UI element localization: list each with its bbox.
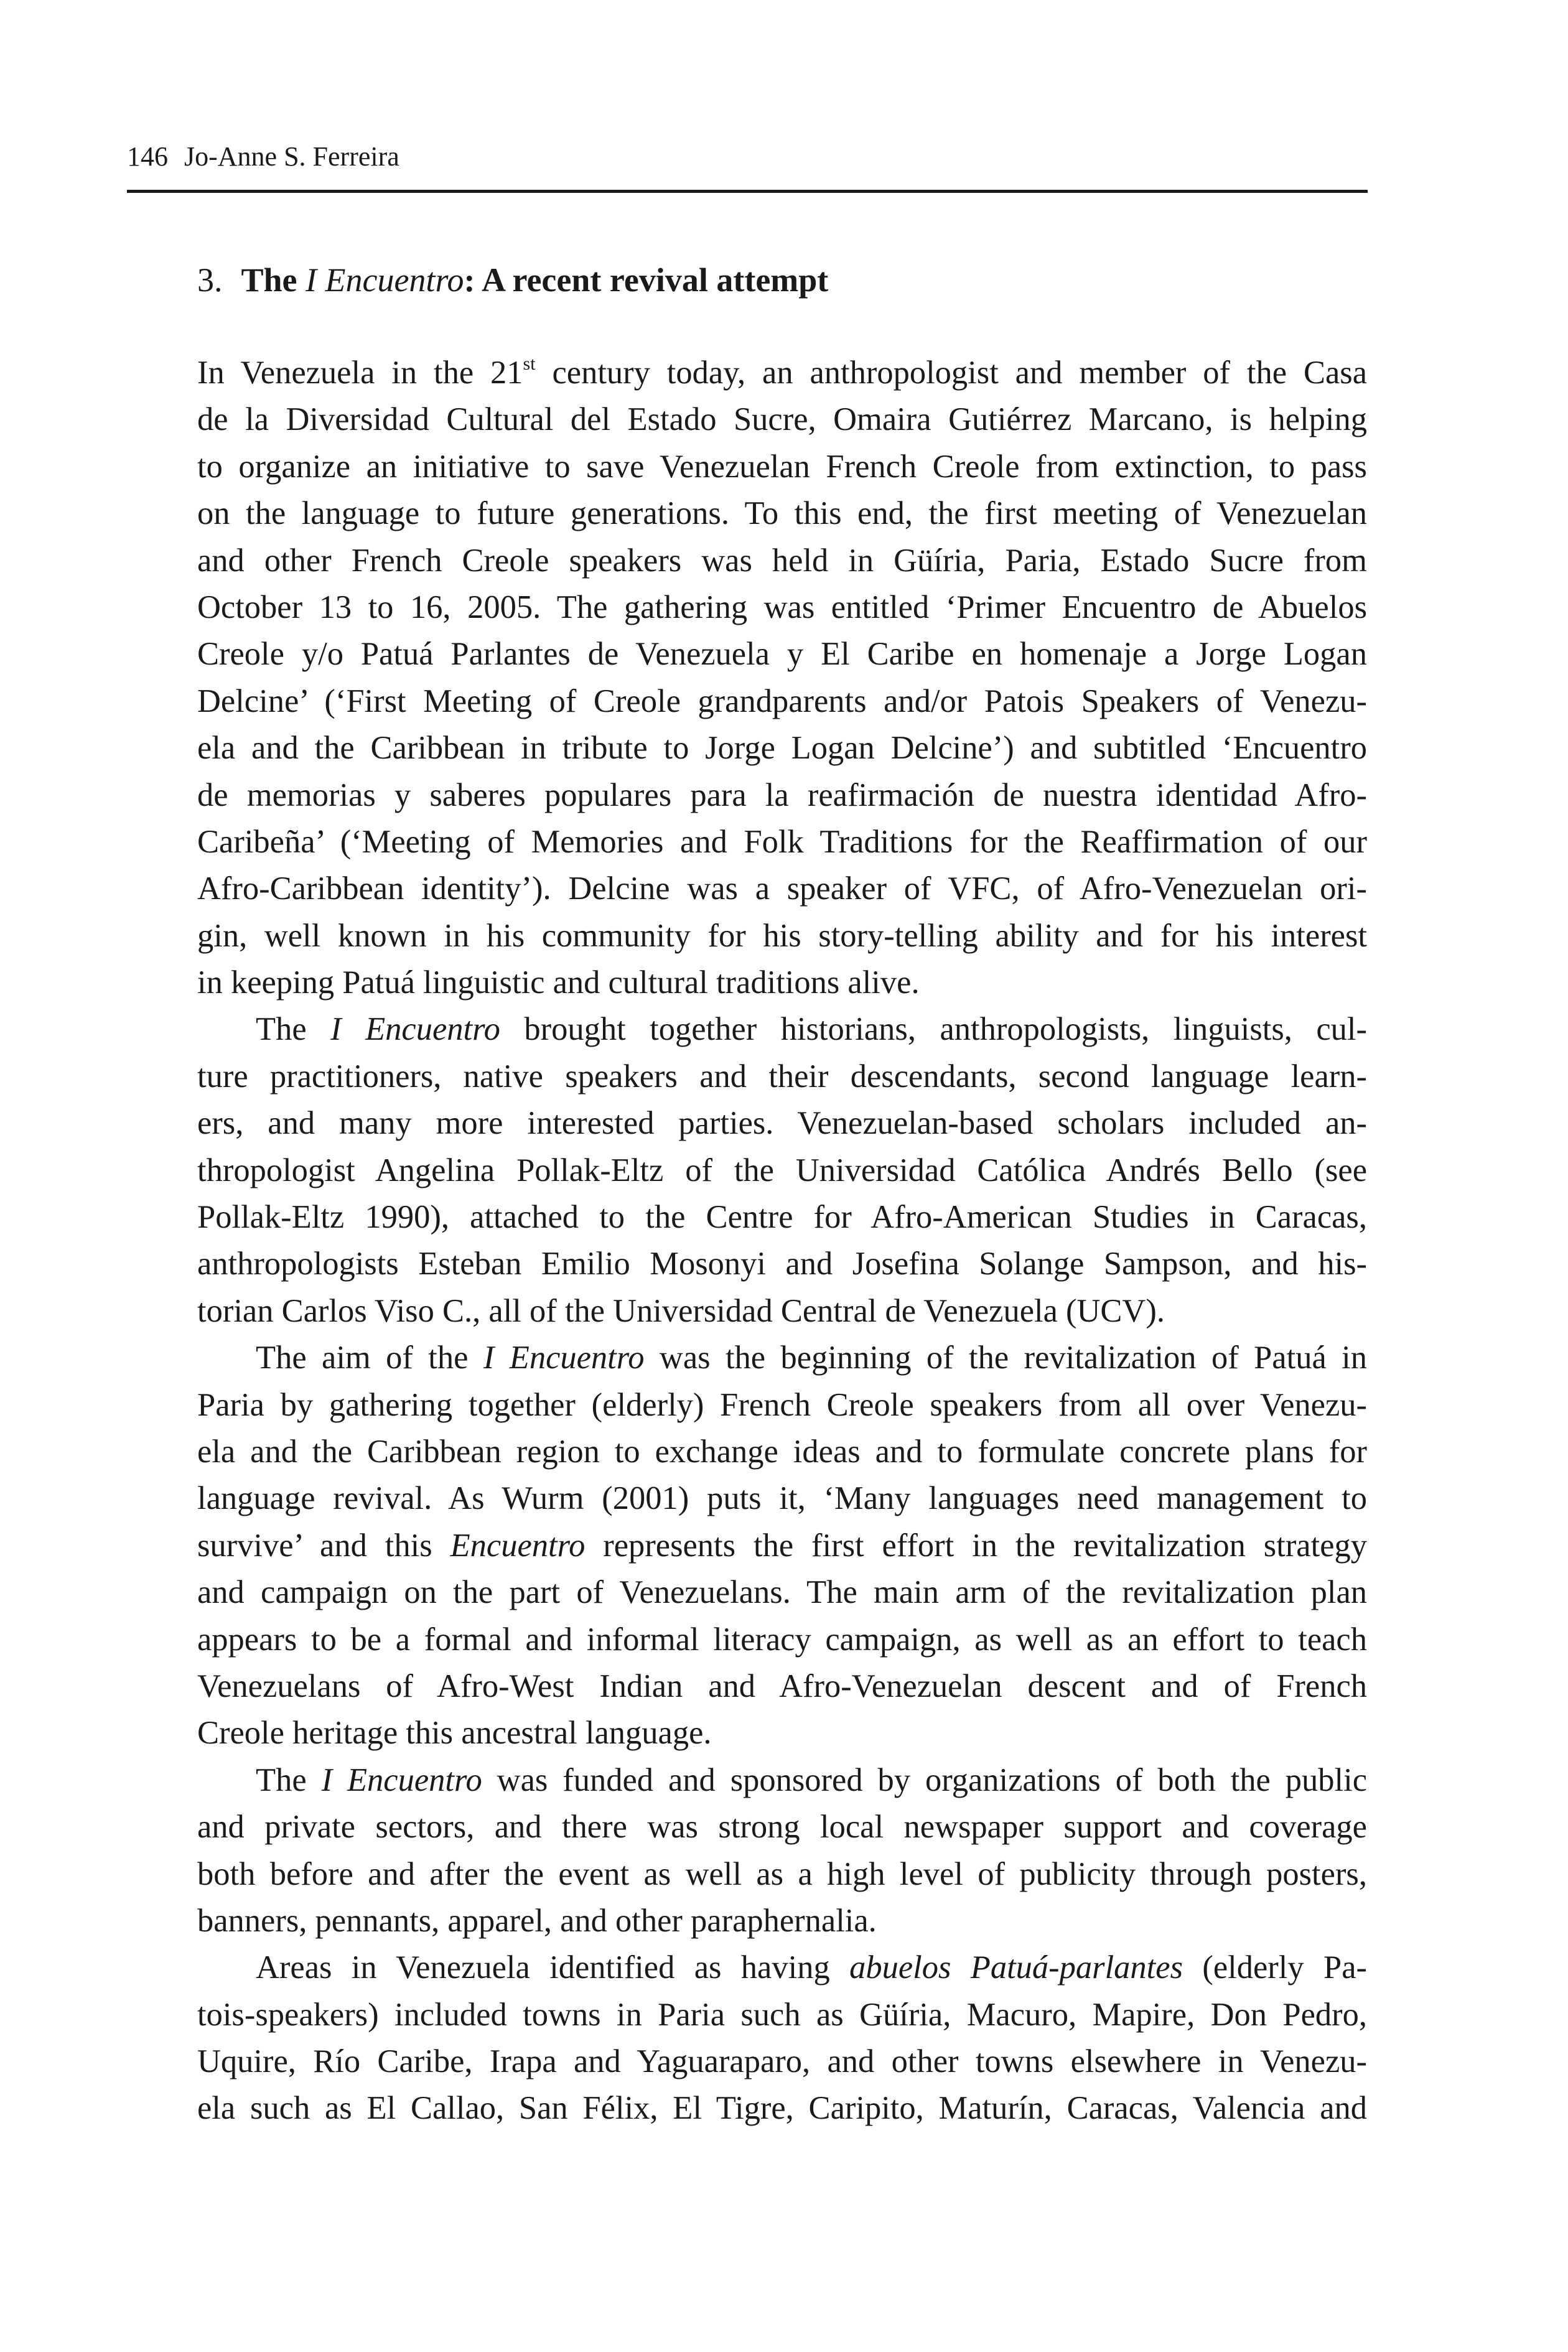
- text-segment: both before and after the event as well as a high level of publicity through posters,: [197, 1855, 1367, 1892]
- text-line: [197, 1147, 1367, 1194]
- text-segment: ela and the Caribbean region to exchange ideas and to formulate concrete plans for: [197, 1433, 1367, 1470]
- text-segment: Caribeña’ (‘Meeting of Memories and Folk Traditions for the Reaffirmation of our: [197, 823, 1367, 860]
- text-line: [197, 678, 1367, 725]
- text-line: [197, 490, 1367, 537]
- text-segment: torian Carlos Viso C., all of the Universidad Central de Venezuela (UCV).: [197, 1292, 1165, 1329]
- text-line: [197, 631, 1367, 678]
- page-number: 146: [127, 141, 168, 172]
- text-line: [197, 2085, 1367, 2132]
- text-line: [197, 913, 1367, 959]
- superscript: st: [523, 353, 536, 374]
- text-segment: gin, well known in his community for his story-telling ability and for his interest: [197, 917, 1367, 954]
- text-segment: In Venezuela in the 21: [197, 355, 523, 391]
- text-segment: survive’ and this: [197, 1527, 450, 1564]
- text-line: [197, 1382, 1367, 1429]
- text-line: [197, 725, 1367, 772]
- text-line: [197, 2038, 1367, 2085]
- body-text: [197, 350, 1367, 2132]
- text-segment: The: [256, 1011, 331, 1048]
- text-line: [197, 396, 1367, 443]
- section-title-pre: The: [241, 261, 306, 299]
- text-segment: century today, an anthropologist and member of the Casa: [535, 355, 1368, 391]
- text-segment: Afro-Caribbean identity’). Delcine was a speaker of VFC, of Afro-Venezuelan ori-: [197, 870, 1367, 907]
- text-line: [197, 1288, 1367, 1335]
- text-line: [197, 1569, 1367, 1616]
- text-line: [197, 866, 1367, 912]
- text-line: [197, 1475, 1367, 1522]
- text-segment: Delcine’ (‘First Meeting of Creole grandparents and/or Patois Speakers of Venezu-: [197, 683, 1367, 719]
- text-segment: ture practitioners, native speakers and their descendants, second language learn-: [197, 1058, 1367, 1094]
- italic-term: I Encuentro: [483, 1340, 645, 1376]
- text-line: [197, 584, 1367, 631]
- text-line: [197, 1429, 1367, 1475]
- text-segment: brought together historians, anthropologists, linguists, cul-: [500, 1011, 1368, 1048]
- text-segment: The: [256, 1762, 322, 1798]
- text-line: [197, 1757, 1367, 1804]
- text-line: [197, 1053, 1367, 1100]
- text-segment: de memorias y saberes populares para la reafirmación de nuestra identidad Afro-: [197, 777, 1367, 813]
- text-line: [197, 1710, 1367, 1757]
- text-segment: represents the first effort in the revitalization strategy: [585, 1527, 1368, 1564]
- text-line: [197, 1663, 1367, 1710]
- text-segment: was funded and sponsored by organizations of both the public: [482, 1762, 1367, 1798]
- text-line: [197, 959, 1367, 1006]
- text-line: [197, 1992, 1367, 2038]
- section-title-post: : A recent revival attempt: [464, 261, 829, 299]
- text-segment: on the language to future generations. To this end, the first meeting of Venezuelan: [197, 495, 1367, 532]
- text-segment: and other French Creole speakers was held in Güíria, Paria, Estado Sucre from: [197, 542, 1367, 579]
- header-rule: [127, 190, 1368, 193]
- text-segment: anthropologists Esteban Emilio Mosonyi and Josefina Solange Sampson, and his-: [197, 1246, 1367, 1282]
- text-segment: ela such as El Callao, San Félix, El Tigre, Caripito, Maturín, Caracas, Valencia and: [197, 2090, 1367, 2127]
- text-segment: language revival. As Wurm (2001) puts it, ‘Many languages need management to: [197, 1480, 1367, 1517]
- text-line: [197, 350, 1367, 396]
- text-segment: ela and the Caribbean in tribute to Jorge Logan Delcine’) and subtitled ‘Encuentro: [197, 730, 1367, 767]
- text-segment: appears to be a formal and informal literacy campaign, as well as an effort to teach: [197, 1621, 1367, 1658]
- text-segment: Paria by gathering together (elderly) French Creole speakers from all over Venezu-: [197, 1386, 1367, 1423]
- text-line: [197, 819, 1367, 866]
- text-segment: Pollak-Eltz 1990), attached to the Centre for Afro-American Studies in Caracas,: [197, 1199, 1367, 1236]
- text-segment: ers, and many more interested parties. Venezuelan-based scholars included an-: [197, 1105, 1367, 1142]
- text-segment: The aim of the: [256, 1340, 483, 1376]
- text-line: [197, 1898, 1367, 1944]
- italic-term: I Encuentro: [321, 1762, 482, 1798]
- text-line: [197, 1241, 1367, 1287]
- text-line: [197, 1617, 1367, 1663]
- text-line: [197, 1335, 1367, 1381]
- section-number: 3.: [197, 261, 223, 299]
- text-segment: banners, pennants, apparel, and other paraphernalia.: [197, 1902, 877, 1939]
- text-segment: Creole y/o Patuá Parlantes de Venezuela y El Caribe en homenaje a Jorge Logan: [197, 636, 1367, 673]
- running-head: [127, 138, 399, 175]
- section-heading: [197, 255, 828, 305]
- italic-term: abuelos Patuá-parlantes: [849, 1949, 1183, 1986]
- text-line: [197, 1944, 1367, 1991]
- text-line: [197, 772, 1367, 819]
- running-head-author: Jo-Anne S. Ferreira: [184, 141, 399, 172]
- text-line: [197, 1006, 1367, 1053]
- text-segment: Uquire, Río Caribe, Irapa and Yaguaraparo, and other towns elsewhere in Venezu-: [197, 2043, 1367, 2080]
- text-line: [197, 1523, 1367, 1569]
- text-line: [197, 1851, 1367, 1898]
- text-segment: was the beginning of the revitalization of Patuá in: [644, 1340, 1367, 1376]
- italic-term: Encuentro: [450, 1527, 586, 1564]
- text-line: [197, 538, 1367, 584]
- text-segment: and campaign on the part of Venezuelans. The main arm of the revitalization plan: [197, 1574, 1367, 1611]
- text-segment: thropologist Angelina Pollak-Eltz of the Universidad Católica Andrés Bello (see: [197, 1152, 1367, 1188]
- text-segment: Venezuelans of Afro-West Indian and Afro-Venezuelan descent and of French: [197, 1668, 1367, 1704]
- text-segment: tois-speakers) included towns in Paria such as Güíria, Macuro, Mapire, Don Pedro,: [197, 1996, 1367, 2033]
- text-segment: (elderly Pa-: [1183, 1949, 1367, 1986]
- section-title-italic: I Encuentro: [306, 261, 464, 299]
- text-segment: in keeping Patuá linguistic and cultural traditions alive.: [197, 964, 920, 1001]
- text-segment: de la Diversidad Cultural del Estado Sucre, Omaira Gutiérrez Marcano, is helping: [197, 401, 1367, 438]
- text-line: [197, 1194, 1367, 1241]
- text-line: [197, 1100, 1367, 1147]
- text-segment: Areas in Venezuela identified as having: [256, 1949, 850, 1986]
- text-segment: October 13 to 16, 2005. The gathering was entitled ‘Primer Encuentro de Abuelos: [197, 589, 1367, 625]
- text-segment: and private sectors, and there was strong local newspaper support and coverage: [197, 1809, 1367, 1846]
- text-segment: Creole heritage this ancestral language.: [197, 1715, 712, 1752]
- italic-term: I Encuentro: [330, 1011, 500, 1048]
- text-segment: to organize an initiative to save Venezuelan French Creole from extinction, to pass: [197, 448, 1367, 485]
- text-line: [197, 444, 1367, 490]
- text-line: [197, 1804, 1367, 1850]
